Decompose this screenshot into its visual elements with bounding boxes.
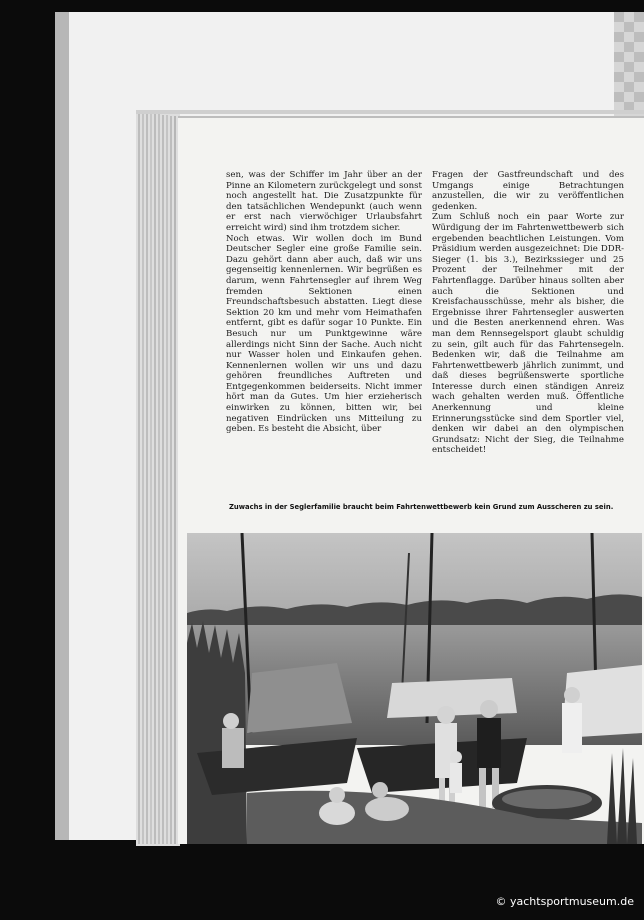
article-paragraph: Fragen der Gastfreundschaft und des Umgangs einige Betrachtungen anzustellen, die wir zu veröffentlichen gedenken. xyxy=(432,170,624,212)
photo-caption: Zuwachs in der Seglerfamilie braucht beim Fahrtenwettbewerb kein Grund zum Ausscheren zu sein. xyxy=(229,503,614,511)
watermark: © yachtsportmuseum.de xyxy=(495,895,634,908)
article-column-left xyxy=(226,170,422,435)
article-paragraph: sen, was der Schiffer im Jahr über an der Pinne an Kilometern zurückgelegt und sonst noch angestellt hat. Die Zusatzpunkte für den tatsächlichen Wendepunkt (auch wenn er erst nach vierwöchiger Urlaubsfahrt erreicht wird) sind ihm trotzdem sicher. xyxy=(226,170,422,233)
article-column-right xyxy=(432,170,624,456)
sailing-photo xyxy=(187,533,642,844)
article-paragraph: Noch etwas. Wir wollen doch im Bund Deutscher Segler eine große Familie sein. Dazu gehört dann aber auch, daß wir uns gegenseitig kennenlernen. Wir begrüßen es darum, wenn Fahrtensegler auf ihrem Weg fremden Sektionen einen Freundschaftsbesuch abstatten. Liegt diese Sektion 20 km und mehr vom Heimathafen entfernt, gibt es dafür sogar 10 Punkte. Ein Besuch nur um Punktgewinne wäre allerdings nicht Sinn der Sache. Auch nicht nur Wasser holen und Einkaufen gehen. Kennenlernen wollen wir uns und dazu gehören freundliches Auftreten und Entgegenkommen beiderseits. Nicht immer hört man da Gutes. Um hier erzieherisch einwirken zu können, bitten wir, bei negativen Eindrücken uns Mitteilung zu geben. Es besteht die Absicht, über xyxy=(226,233,422,435)
article-paragraph: Zum Schluß noch ein paar Worte zur Würdigung der im Fahrtenwettbewerb sich ergebenden beachtlichen Leistungen. Vom Präsidium werden ausgezeichnet: Die DDR-Sieger (1. bis 3.), Bezirkssieger und 25 Prozent der Teilnehmer mit der Fahrtenflagge. Darüber hinaus sollten aber auch die Sektionen und Kreisfachausschüsse, mehr als bisher, die Ergebnisse ihrer Fahrtensegler auswerten und die Besten anerkennend ehren. Was man dem Rennsegelsport glaubt schuldig zu sein, gilt auch für das Fahrtensegeln. Bedenken wir, daß die Teilnahme am Fahrtenwettbewerb jährlich zunimmt, und daß dieses begrüßenswerte sportliche Interesse durch einen ständigen Anreiz wach gehalten werden muß. Öffentliche Anerkennung und kleine Erinnerungsstücke sind dem Sportler viel, denken wir dabei an den olympischen Grundsatz: Nicht der Sieg, die Teilnahme entscheidet! xyxy=(432,212,624,456)
